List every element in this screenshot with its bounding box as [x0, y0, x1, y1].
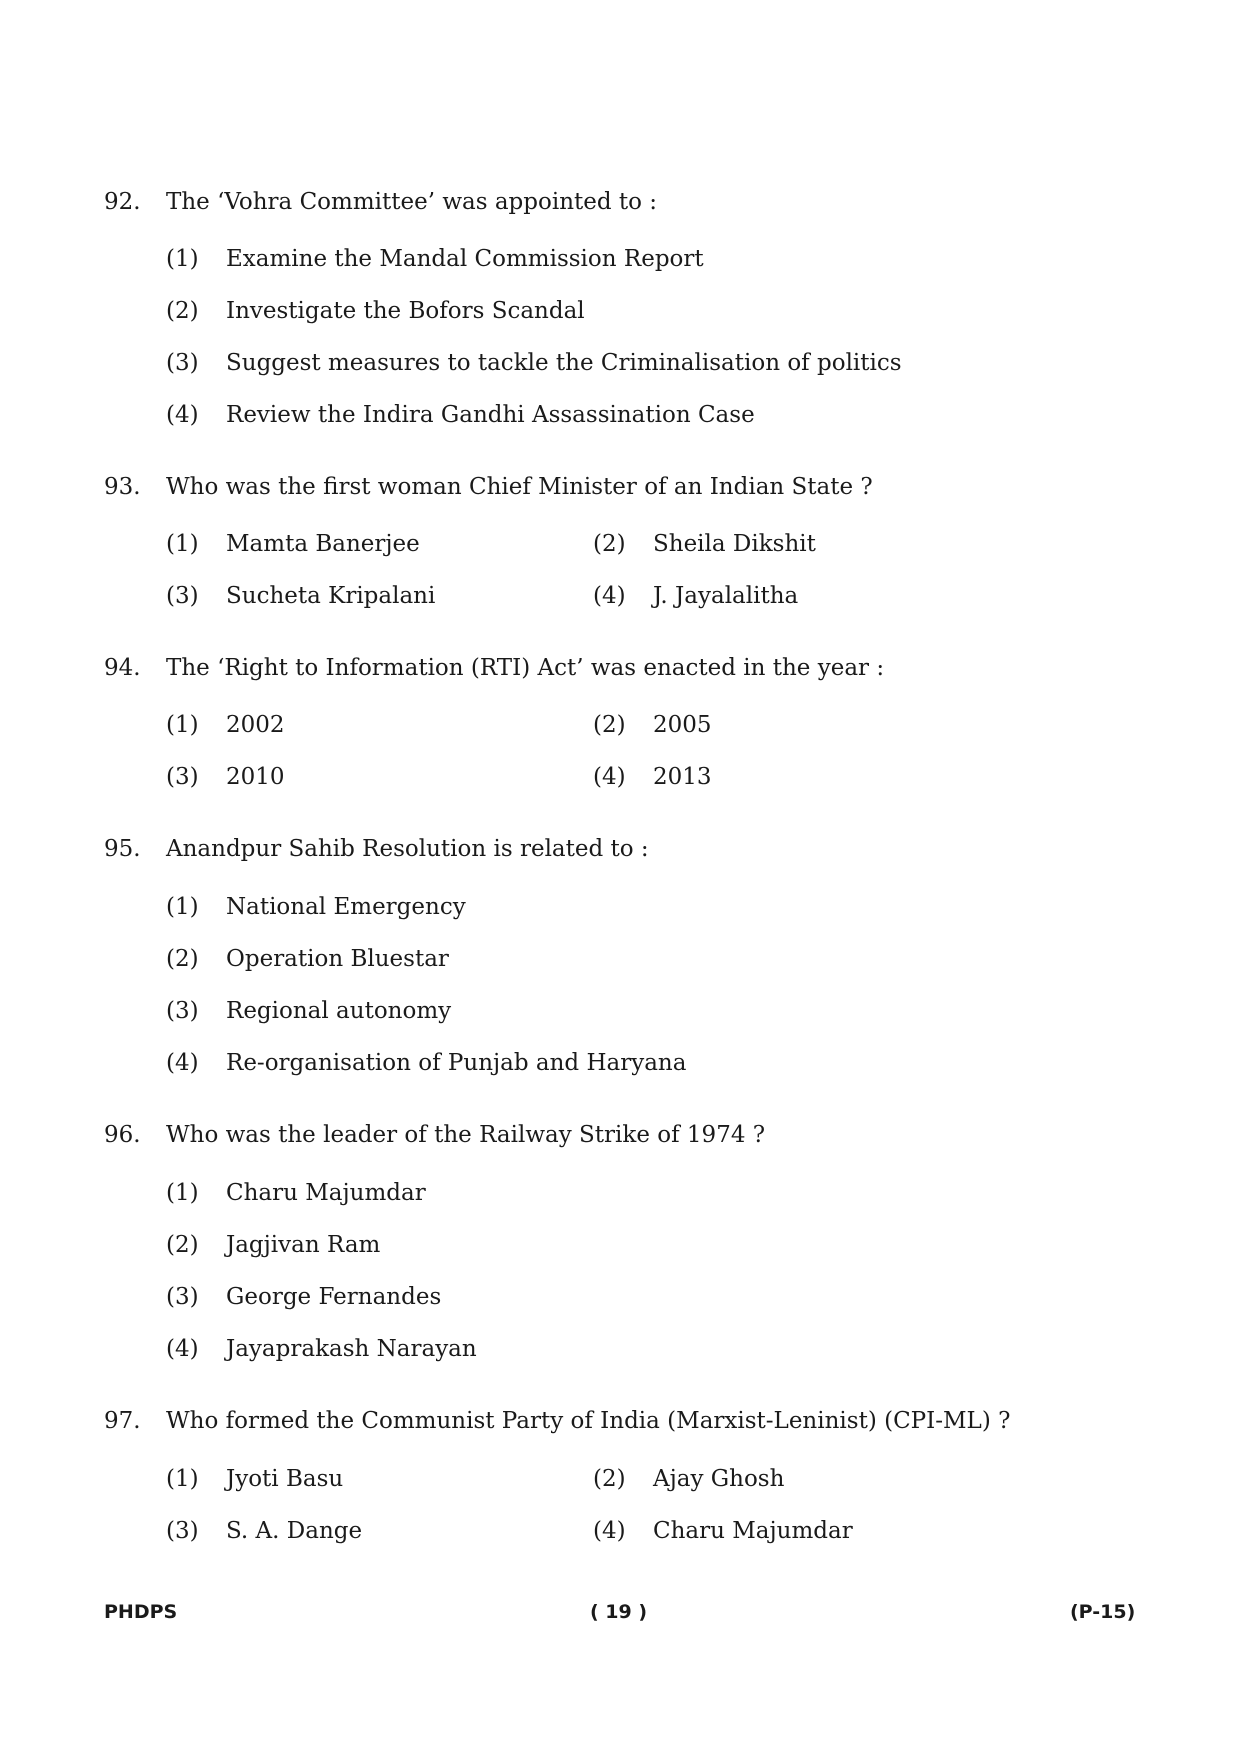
question-number: 97. [104, 1408, 141, 1434]
option-text: Review the Indira Gandhi Assassination Case [226, 402, 755, 428]
question-number: 92. [104, 189, 141, 215]
option-text: Sucheta Kripalani [226, 583, 436, 609]
option-number: (3) [166, 350, 199, 376]
question-text: Anandpur Sahib Resolution is related to : [166, 836, 649, 862]
question-number: 96. [104, 1122, 141, 1148]
option-number: (4) [166, 402, 199, 428]
option-number: (4) [166, 1050, 199, 1076]
option-text: Investigate the Bofors Scandal [226, 298, 585, 324]
option-number: (1) [166, 712, 199, 738]
footer-code: PHDPS [104, 1601, 178, 1623]
option-text: Regional autonomy [226, 998, 452, 1024]
option-number: (4) [593, 1518, 626, 1544]
option-text: National Emergency [226, 894, 466, 920]
option-number: (4) [166, 1336, 199, 1362]
question-text: Who was the first woman Chief Minister of an Indian State ? [166, 474, 873, 500]
question-number: 94. [104, 655, 141, 681]
question-97 [0, 1408, 1241, 1438]
option-text: Operation Bluestar [226, 946, 449, 972]
option-text: Jyoti Basu [226, 1466, 344, 1492]
option-text: Charu Majumdar [653, 1518, 853, 1544]
option-number: (1) [166, 246, 199, 272]
option-text: George Fernandes [226, 1284, 442, 1310]
option-number: (1) [166, 1466, 199, 1492]
option-number: (1) [166, 894, 199, 920]
question-number: 95. [104, 836, 141, 862]
option-text: 2002 [226, 712, 285, 738]
question-95 [0, 836, 1241, 866]
option-text: Charu Majumdar [226, 1180, 426, 1206]
option-number: (2) [593, 531, 626, 557]
question-text: Who was the leader of the Railway Strike of 1974 ? [166, 1122, 766, 1148]
option-number: (2) [166, 1232, 199, 1258]
option-text: Mamta Banerjee [226, 531, 420, 557]
option-text: Jayaprakash Narayan [226, 1336, 477, 1362]
option-number: (3) [166, 764, 199, 790]
option-number: (2) [593, 1466, 626, 1492]
question-text: Who formed the Communist Party of India (Marxist-Leninist) (CPI-ML) ? [166, 1408, 1011, 1434]
option-number: (2) [166, 298, 199, 324]
option-text: Sheila Dikshit [653, 531, 816, 557]
option-number: (3) [166, 998, 199, 1024]
footer-set-code: (P-15) [1070, 1601, 1136, 1623]
option-text: Examine the Mandal Commission Report [226, 246, 704, 272]
option-number: (2) [593, 712, 626, 738]
option-text: Re-organisation of Punjab and Haryana [226, 1050, 687, 1076]
question-number: 93. [104, 474, 141, 500]
option-number: (4) [593, 583, 626, 609]
question-94 [0, 655, 1241, 685]
question-93 [0, 474, 1241, 504]
question-92 [0, 189, 1241, 219]
option-number: (1) [166, 1180, 199, 1206]
option-text: S. A. Dange [226, 1518, 363, 1544]
option-number: (3) [166, 1284, 199, 1310]
footer-page-number: ( 19 ) [590, 1601, 648, 1623]
option-number: (2) [166, 946, 199, 972]
question-text: The ‘Right to Information (RTI) Act’ was enacted in the year : [166, 655, 885, 681]
option-number: (3) [166, 583, 199, 609]
question-text: The ‘Vohra Committee’ was appointed to : [166, 189, 658, 215]
option-text: Ajay Ghosh [653, 1466, 785, 1492]
question-96 [0, 1122, 1241, 1152]
option-text: 2013 [653, 764, 712, 790]
option-text: Jagjivan Ram [226, 1232, 381, 1258]
option-text: J. Jayalalitha [653, 583, 799, 609]
option-number: (4) [593, 764, 626, 790]
option-text: 2010 [226, 764, 285, 790]
option-text: 2005 [653, 712, 712, 738]
option-number: (1) [166, 531, 199, 557]
option-text: Suggest measures to tackle the Criminalisation of politics [226, 350, 902, 376]
option-number: (3) [166, 1518, 199, 1544]
